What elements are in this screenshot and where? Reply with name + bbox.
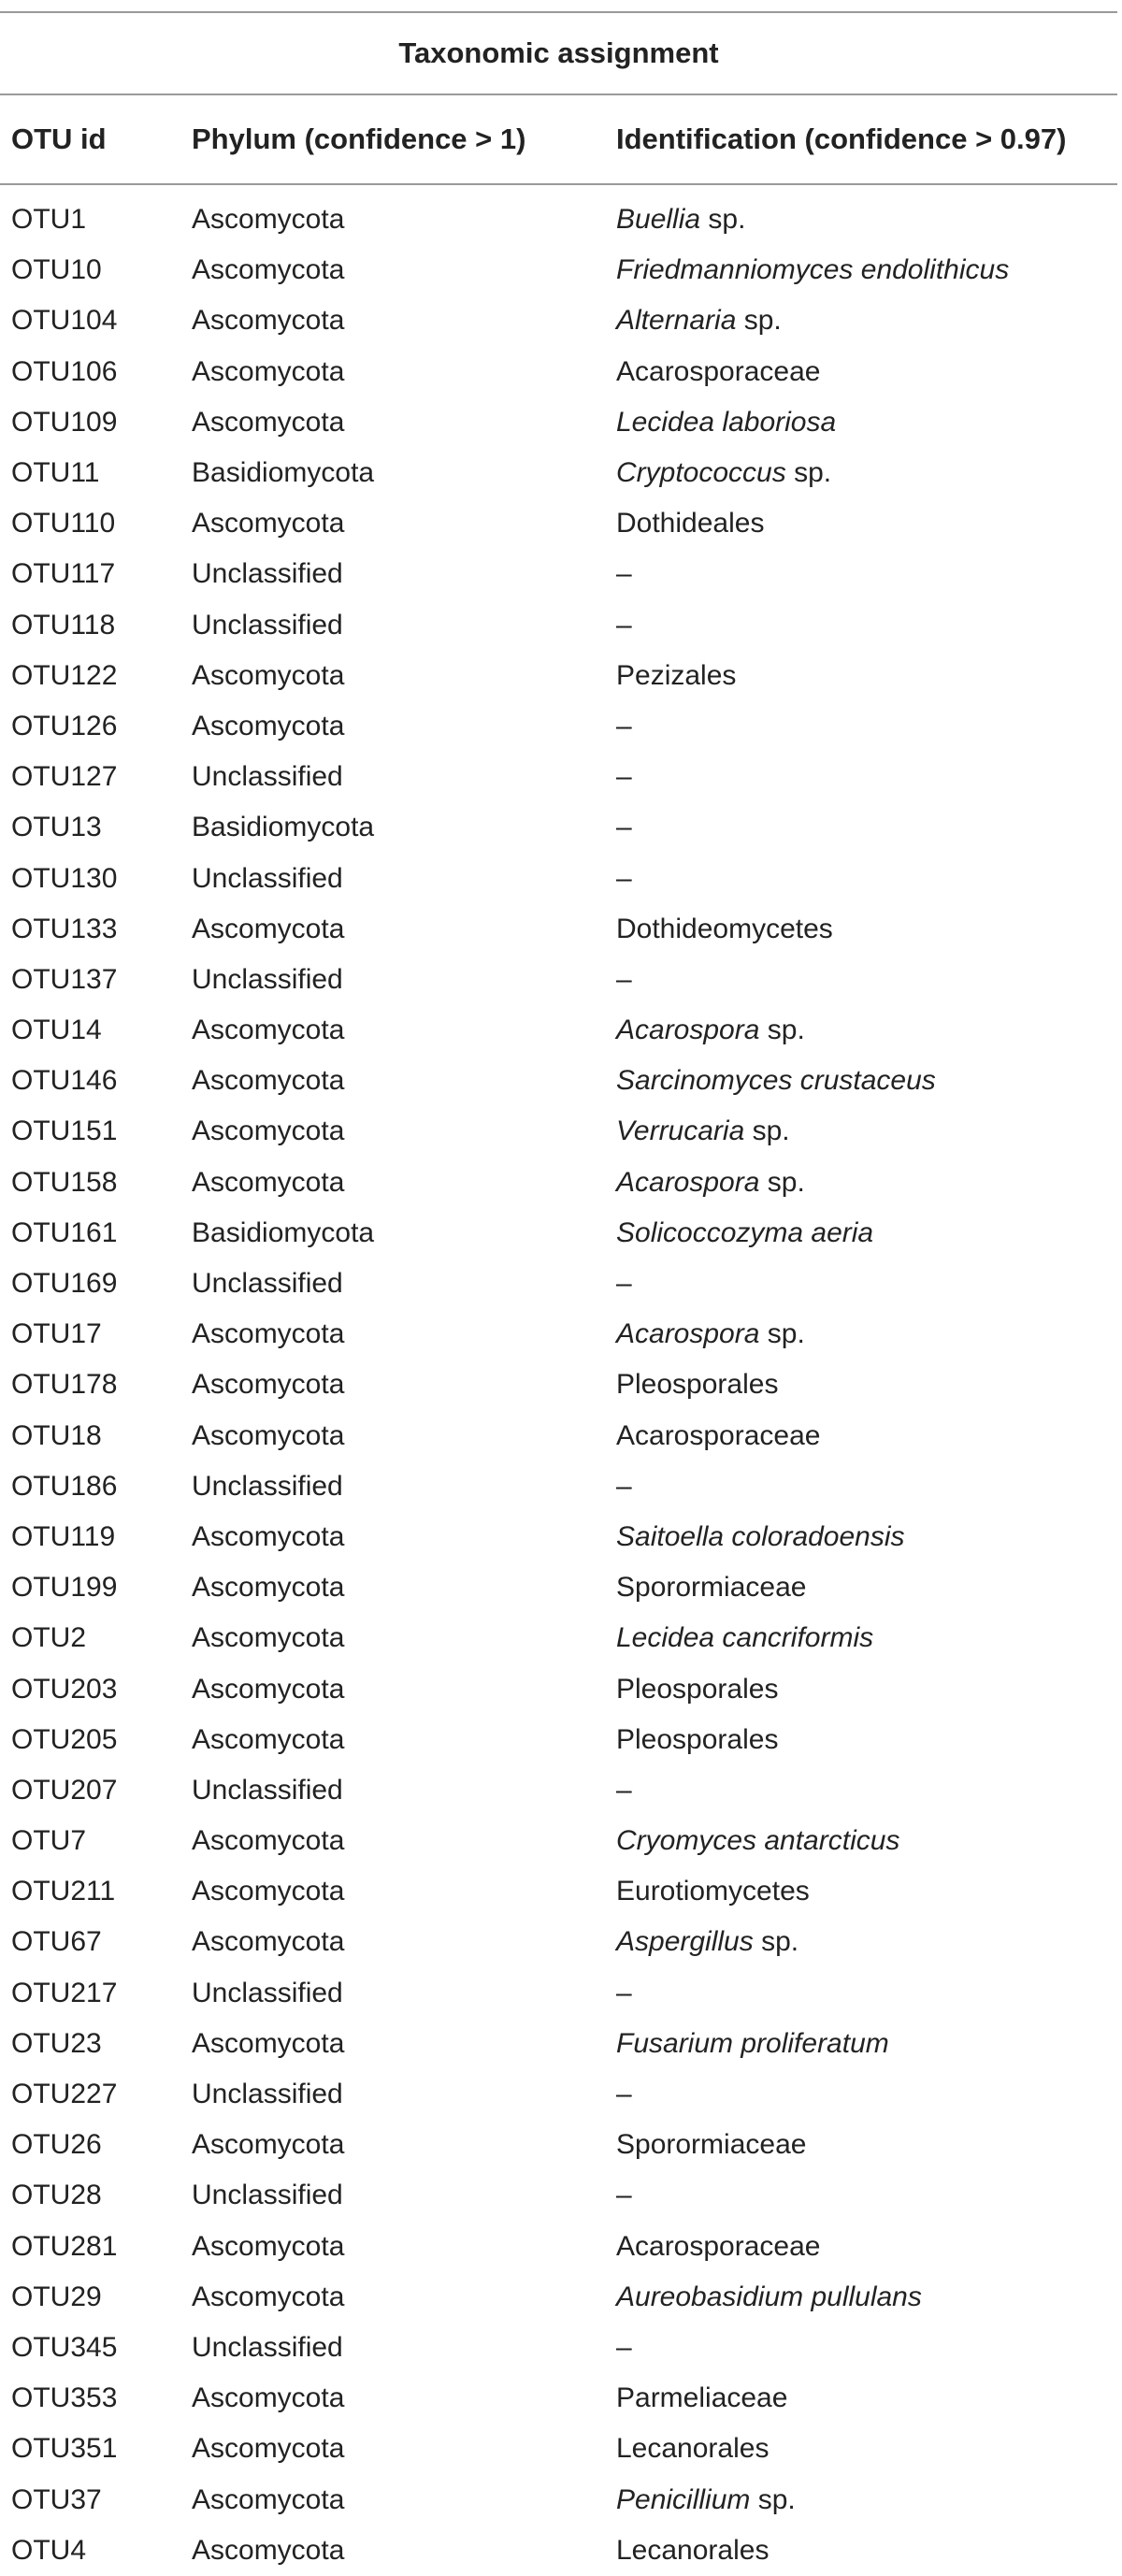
- phylum-cell: Unclassified: [192, 1977, 343, 2008]
- table-row: [0, 2474, 1117, 2525]
- phylum-cell: Basidiomycota: [192, 812, 375, 843]
- otu-id-cell: OTU110: [11, 508, 116, 540]
- table-row: [0, 1968, 1117, 2019]
- identification-text: –: [616, 1470, 632, 1502]
- identification-cell: [610, 184, 1117, 245]
- table-row: [0, 295, 1117, 346]
- phylum-cell: Ascomycota: [192, 2483, 345, 2515]
- identification-text: –: [616, 2180, 632, 2211]
- phylum-cell: Ascomycota: [192, 1876, 345, 1907]
- phylum-cell: Ascomycota: [192, 2382, 345, 2414]
- phylum-cell: Unclassified: [192, 2079, 343, 2110]
- identification-cell: [610, 2424, 1117, 2474]
- identification-cell: [610, 2373, 1117, 2424]
- table-row: [0, 1765, 1117, 1816]
- identification-cell: [610, 955, 1117, 1005]
- otu-id-cell: OTU67: [11, 1926, 102, 1958]
- table-row: [0, 1917, 1117, 1967]
- table-row: [0, 2120, 1117, 2170]
- phylum-cell: Ascomycota: [192, 1419, 345, 1451]
- table-row: [0, 802, 1117, 853]
- table-row: [0, 1461, 1117, 1512]
- identification-text: sp.: [744, 1115, 790, 1147]
- otu-id-cell: OTU203: [11, 1673, 118, 1705]
- phylum-cell: Unclassified: [192, 1470, 343, 1502]
- identification-cell: [610, 600, 1117, 651]
- identification-cell: [610, 1259, 1117, 1309]
- otu-id-cell: OTU1: [11, 204, 87, 236]
- identification-italic-name: Acarospora: [616, 1318, 760, 1350]
- otu-id-cell: OTU13: [11, 812, 102, 843]
- identification-text: sp.: [736, 305, 782, 337]
- table-row: [0, 1816, 1117, 1866]
- identification-text: Pleosporales: [616, 1369, 779, 1401]
- phylum-cell: Unclassified: [192, 558, 343, 590]
- phylum-cell: Unclassified: [192, 609, 343, 640]
- identification-text: –: [616, 710, 632, 741]
- identification-cell: [610, 2474, 1117, 2525]
- identification-text: Acarosporaceae: [616, 1419, 821, 1451]
- identification-cell: [610, 1562, 1117, 1613]
- identification-cell: [610, 904, 1117, 955]
- identification-text: Acarosporaceae: [616, 2230, 821, 2262]
- table-row: [0, 701, 1117, 752]
- identification-italic-name: Saitoella coloradoensis: [616, 1520, 905, 1552]
- identification-cell: [610, 245, 1117, 295]
- identification-text: Eurotiomycetes: [616, 1876, 810, 1907]
- identification-cell: [610, 2170, 1117, 2221]
- identification-italic-name: Cryomyces antarcticus: [616, 1825, 900, 1857]
- identification-cell: [610, 1968, 1117, 2019]
- identification-cell: [610, 2323, 1117, 2373]
- otu-id-cell: OTU7: [11, 1825, 87, 1857]
- otu-id-cell: OTU122: [11, 659, 118, 691]
- otu-id-cell: OTU11: [11, 457, 100, 489]
- table-row: [0, 2373, 1117, 2424]
- identification-italic-name: Lecidea cancriformis: [616, 1622, 874, 1654]
- phylum-cell: Basidiomycota: [192, 1216, 375, 1248]
- identification-cell: [610, 1309, 1117, 1360]
- otu-id-cell: OTU161: [11, 1216, 118, 1248]
- identification-cell: [610, 2019, 1117, 2069]
- phylum-cell: Ascomycota: [192, 204, 345, 236]
- identification-italic-name: Fusarium proliferatum: [616, 2027, 889, 2059]
- table-row: [0, 2526, 1117, 2576]
- identification-cell: [610, 1411, 1117, 1461]
- table-row: [0, 2424, 1117, 2474]
- identification-cell: [610, 2120, 1117, 2170]
- identification-cell: [610, 1512, 1117, 1562]
- otu-id-cell: OTU205: [11, 1723, 118, 1755]
- phylum-cell: Basidiomycota: [192, 457, 375, 489]
- table-row: [0, 2272, 1117, 2323]
- phylum-cell: Ascomycota: [192, 1369, 345, 1401]
- identification-cell: [610, 802, 1117, 853]
- identification-italic-name: Alternaria: [616, 305, 737, 337]
- phylum-cell: Ascomycota: [192, 2129, 345, 2161]
- table-row: [0, 1056, 1117, 1106]
- identification-text: sp.: [753, 1926, 799, 1958]
- column-header-row: [0, 94, 1117, 184]
- identification-text: Sporormiaceae: [616, 1572, 807, 1604]
- table-body: [0, 184, 1117, 2576]
- identification-text: –: [616, 862, 632, 894]
- otu-id-cell: OTU14: [11, 1015, 102, 1046]
- phylum-cell: Unclassified: [192, 2180, 343, 2211]
- otu-id-cell: OTU130: [11, 862, 118, 894]
- otu-id-cell: OTU28: [11, 2180, 102, 2211]
- identification-text: sp.: [759, 1166, 805, 1198]
- identification-cell: [610, 1816, 1117, 1866]
- identification-text: sp.: [759, 1015, 805, 1046]
- table-row: [0, 397, 1117, 448]
- identification-italic-name: Verrucaria: [616, 1115, 745, 1147]
- otu-id-cell: OTU211: [11, 1876, 116, 1907]
- otu-id-cell: OTU18: [11, 1419, 102, 1451]
- phylum-cell: Ascomycota: [192, 508, 345, 540]
- identification-cell: [610, 853, 1117, 903]
- identification-cell: [610, 1663, 1117, 1714]
- identification-italic-name: Acarospora: [616, 1015, 760, 1046]
- identification-italic-name: Aureobasidium pullulans: [616, 2281, 922, 2312]
- otu-id-cell: OTU109: [11, 406, 118, 438]
- otu-id-cell: OTU351: [11, 2433, 118, 2465]
- identification-text: sp.: [759, 1318, 805, 1350]
- phylum-cell: Ascomycota: [192, 2230, 345, 2262]
- identification-cell: [610, 347, 1117, 397]
- table-row: [0, 853, 1117, 903]
- identification-cell: [610, 1360, 1117, 1410]
- identification-cell: [610, 1715, 1117, 1765]
- identification-cell: [610, 1765, 1117, 1816]
- phylum-cell: Ascomycota: [192, 1318, 345, 1350]
- identification-cell: [610, 295, 1117, 346]
- identification-text: sp.: [700, 204, 746, 236]
- table-row: [0, 1360, 1117, 1410]
- identification-italic-name: Friedmanniomyces endolithicus: [616, 254, 1010, 286]
- column-header-identification: Identification (confidence > 0.97): [610, 94, 1117, 184]
- identification-cell: [610, 1613, 1117, 1663]
- phylum-cell: Unclassified: [192, 1268, 343, 1300]
- identification-cell: [610, 498, 1117, 549]
- identification-text: –: [616, 2079, 632, 2110]
- table-row: [0, 1158, 1117, 1208]
- otu-id-cell: OTU178: [11, 1369, 118, 1401]
- table-row: [0, 955, 1117, 1005]
- otu-id-cell: OTU17: [11, 1318, 102, 1350]
- identification-text: –: [616, 812, 632, 843]
- identification-cell: [610, 549, 1117, 599]
- table-row: [0, 1866, 1117, 1917]
- identification-cell: [610, 397, 1117, 448]
- identification-text: sp.: [750, 2483, 796, 2515]
- identification-text: sp.: [785, 457, 832, 489]
- otu-id-cell: OTU133: [11, 913, 118, 944]
- phylum-cell: Ascomycota: [192, 2433, 345, 2465]
- otu-id-cell: OTU126: [11, 710, 118, 741]
- identification-cell: [610, 1056, 1117, 1106]
- table-row: [0, 2019, 1117, 2069]
- otu-id-cell: OTU186: [11, 1470, 118, 1502]
- identification-cell: [610, 1917, 1117, 1967]
- phylum-cell: Unclassified: [192, 1774, 343, 1806]
- otu-id-cell: OTU217: [11, 1977, 118, 2008]
- identification-italic-name: Solicoccozyma aeria: [616, 1216, 874, 1248]
- otu-id-cell: OTU227: [11, 2079, 118, 2110]
- table-row: [0, 1512, 1117, 1562]
- identification-text: Dothideales: [616, 508, 765, 540]
- table-row: [0, 1411, 1117, 1461]
- phylum-cell: Ascomycota: [192, 2281, 345, 2312]
- identification-text: –: [616, 1268, 632, 1300]
- table-row: [0, 2170, 1117, 2221]
- table-row: [0, 752, 1117, 802]
- phylum-cell: Ascomycota: [192, 1166, 345, 1198]
- table-row: [0, 549, 1117, 599]
- otu-id-cell: OTU26: [11, 2129, 102, 2161]
- otu-id-cell: OTU117: [11, 558, 116, 590]
- otu-id-cell: OTU106: [11, 355, 118, 387]
- otu-id-cell: OTU158: [11, 1166, 118, 1198]
- table-title: Taxonomic assignment: [0, 12, 1117, 94]
- table-row: [0, 904, 1117, 955]
- phylum-cell: Ascomycota: [192, 710, 345, 741]
- identification-text: Pleosporales: [616, 1673, 779, 1705]
- identification-italic-name: Aspergillus: [616, 1926, 754, 1958]
- taxonomy-table: [0, 11, 1117, 2576]
- identification-cell: [610, 1461, 1117, 1512]
- identification-cell: [610, 1866, 1117, 1917]
- identification-italic-name: Cryptococcus: [616, 457, 786, 489]
- table-row: [0, 651, 1117, 701]
- identification-cell: [610, 2069, 1117, 2120]
- identification-italic-name: Penicillium: [616, 2483, 751, 2515]
- otu-id-cell: OTU345: [11, 2331, 118, 2363]
- otu-id-cell: OTU23: [11, 2027, 102, 2059]
- identification-cell: [610, 2272, 1117, 2323]
- table-row: [0, 1005, 1117, 1056]
- otu-id-cell: OTU151: [11, 1115, 118, 1147]
- identification-cell: [610, 1106, 1117, 1157]
- identification-text: –: [616, 609, 632, 640]
- identification-italic-name: Sarcinomyces crustaceus: [616, 1065, 936, 1097]
- table-row: [0, 1309, 1117, 1360]
- phylum-cell: Ascomycota: [192, 406, 345, 438]
- identification-text: Lecanorales: [616, 2433, 770, 2465]
- otu-id-cell: OTU4: [11, 2534, 87, 2566]
- otu-id-cell: OTU104: [11, 305, 118, 337]
- phylum-cell: Ascomycota: [192, 1926, 345, 1958]
- otu-id-cell: OTU281: [11, 2230, 118, 2262]
- phylum-cell: Ascomycota: [192, 1572, 345, 1604]
- table-row: [0, 1613, 1117, 1663]
- identification-text: Sporormiaceae: [616, 2129, 807, 2161]
- identification-italic-name: Buellia: [616, 204, 701, 236]
- phylum-cell: Ascomycota: [192, 1825, 345, 1857]
- otu-id-cell: OTU199: [11, 1572, 118, 1604]
- identification-text: –: [616, 1774, 632, 1806]
- phylum-cell: Ascomycota: [192, 659, 345, 691]
- column-header-phylum: Phylum (confidence > 1): [180, 94, 610, 184]
- table-row: [0, 448, 1117, 498]
- table-row: [0, 1562, 1117, 1613]
- table-row: [0, 1208, 1117, 1259]
- phylum-cell: Unclassified: [192, 862, 343, 894]
- phylum-cell: Ascomycota: [192, 254, 345, 286]
- identification-text: –: [616, 1977, 632, 2008]
- otu-id-cell: OTU29: [11, 2281, 102, 2312]
- table-row: [0, 2323, 1117, 2373]
- table-row: [0, 184, 1117, 245]
- table-row: [0, 347, 1117, 397]
- phylum-cell: Ascomycota: [192, 1723, 345, 1755]
- identification-cell: [610, 701, 1117, 752]
- identification-cell: [610, 1208, 1117, 1259]
- identification-text: Acarosporaceae: [616, 355, 821, 387]
- phylum-cell: Ascomycota: [192, 2534, 345, 2566]
- column-header-otu-id: OTU id: [0, 94, 180, 184]
- identification-italic-name: Acarospora: [616, 1166, 760, 1198]
- identification-italic-name: Lecidea laboriosa: [616, 406, 837, 438]
- otu-id-cell: OTU353: [11, 2382, 118, 2414]
- table-row: [0, 1106, 1117, 1157]
- otu-id-cell: OTU119: [11, 1520, 116, 1552]
- otu-id-cell: OTU37: [11, 2483, 102, 2515]
- identification-text: –: [616, 761, 632, 793]
- identification-cell: [610, 651, 1117, 701]
- table-row: [0, 498, 1117, 549]
- identification-text: Parmeliaceae: [616, 2382, 788, 2414]
- otu-id-cell: OTU127: [11, 761, 118, 793]
- phylum-cell: Ascomycota: [192, 913, 345, 944]
- identification-text: Dothideomycetes: [616, 913, 833, 944]
- otu-id-cell: OTU146: [11, 1065, 118, 1097]
- phylum-cell: Ascomycota: [192, 1065, 345, 1097]
- identification-cell: [610, 1005, 1117, 1056]
- phylum-cell: Unclassified: [192, 761, 343, 793]
- table-row: [0, 1663, 1117, 1714]
- table-row: [0, 600, 1117, 651]
- phylum-cell: Ascomycota: [192, 305, 345, 337]
- table-row: [0, 245, 1117, 295]
- phylum-cell: Unclassified: [192, 2331, 343, 2363]
- identification-text: Pleosporales: [616, 1723, 779, 1755]
- otu-id-cell: OTU118: [11, 609, 116, 640]
- phylum-cell: Ascomycota: [192, 355, 345, 387]
- phylum-cell: Ascomycota: [192, 1115, 345, 1147]
- otu-id-cell: OTU2: [11, 1622, 87, 1654]
- identification-cell: [610, 2526, 1117, 2576]
- table-row: [0, 1259, 1117, 1309]
- identification-cell: [610, 752, 1117, 802]
- identification-text: Lecanorales: [616, 2534, 770, 2566]
- table-row: [0, 2222, 1117, 2272]
- identification-text: –: [616, 2331, 632, 2363]
- phylum-cell: Unclassified: [192, 963, 343, 995]
- otu-id-cell: OTU137: [11, 963, 118, 995]
- phylum-cell: Ascomycota: [192, 1520, 345, 1552]
- phylum-cell: Ascomycota: [192, 1015, 345, 1046]
- phylum-cell: Ascomycota: [192, 1673, 345, 1705]
- identification-cell: [610, 1158, 1117, 1208]
- phylum-cell: Ascomycota: [192, 2027, 345, 2059]
- otu-id-cell: OTU10: [11, 254, 102, 286]
- identification-text: –: [616, 558, 632, 590]
- phylum-cell: Ascomycota: [192, 1622, 345, 1654]
- otu-id-cell: OTU207: [11, 1774, 118, 1806]
- identification-text: –: [616, 963, 632, 995]
- table-row: [0, 2069, 1117, 2120]
- table-row: [0, 1715, 1117, 1765]
- identification-cell: [610, 448, 1117, 498]
- otu-id-cell: OTU169: [11, 1268, 118, 1300]
- identification-text: Pezizales: [616, 659, 737, 691]
- identification-cell: [610, 2222, 1117, 2272]
